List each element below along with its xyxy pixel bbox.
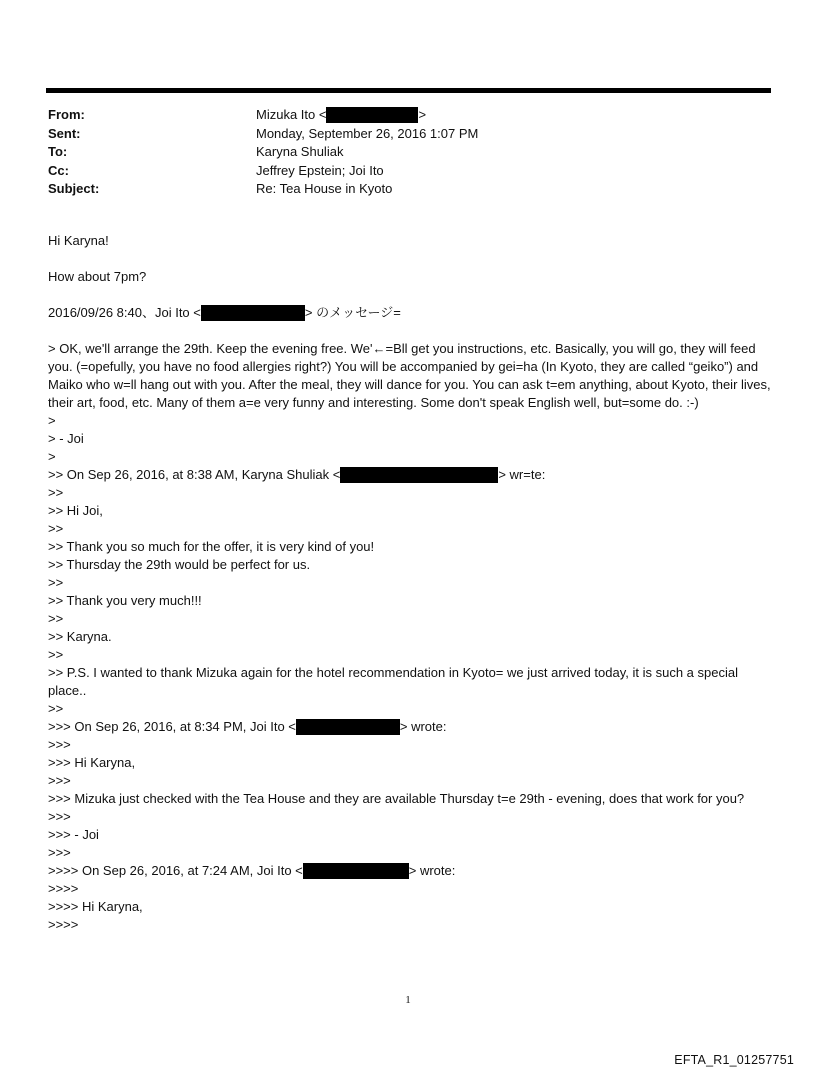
redaction-bar — [326, 107, 418, 123]
to-label: To: — [48, 144, 68, 159]
quote-attribution — [48, 862, 772, 880]
subject-label: Subject: — [48, 181, 100, 196]
quote-line: >>> Mizuka just checked with the Tea House and they are available Thursday t=e 29th - evening, does that work for you? — [48, 791, 745, 806]
attribution-prefix: >> On Sep 26, 2016, at 8:38 AM, Karyna Shuliak < — [48, 467, 341, 482]
attribution-prefix: >>>> On Sep 26, 2016, at 7:24 AM, Joi Ito < — [48, 863, 303, 878]
quote-intro-suffix: > のメッセージ= — [304, 305, 401, 320]
quote-line: >>> — [48, 773, 71, 788]
quote-line: >> — [48, 575, 64, 590]
redaction-bar — [303, 863, 409, 879]
quote-line: >> — [48, 485, 64, 500]
from-label: From: — [48, 107, 85, 122]
quote-line: >>> — [48, 809, 71, 824]
quote-line: >> — [48, 647, 64, 662]
quote-line: > — [48, 413, 56, 428]
quote-line: >> Thank you very much!!! — [48, 593, 202, 608]
subject-row — [48, 180, 768, 199]
spacer — [48, 250, 772, 268]
quote-intro — [48, 304, 772, 322]
quote-line: >> — [48, 521, 64, 536]
from-suffix: > — [418, 107, 427, 122]
from-value — [256, 106, 426, 125]
quote-line: >>>> — [48, 917, 79, 932]
document-id: EFTA_R1_01257751 — [674, 1053, 794, 1067]
header-rule — [46, 88, 771, 93]
quoted-paragraph: >> P.S. I wanted to thank Mizuka again for the hotel recommendation in Kyoto= we just arrived today, it is such a special place.. — [48, 665, 738, 698]
subject-value: Re: Tea House in Kyoto — [256, 181, 393, 196]
sent-label: Sent: — [48, 125, 81, 141]
quote-line: >>> - Joi — [48, 827, 99, 842]
quote-line: >>> — [48, 737, 71, 752]
from-name: Mizuka Ito < — [256, 107, 327, 122]
quoted-paragraph: > OK, we'll arrange the 29th. Keep the evening free. We'←=Bll get you instructions, etc. Basically, you will go, they will feed you. (=opefully, you have no food allergies right?) You will be accompanied by gei=ha (In Kyoto, they are called “geiko”) and Maiko who w=ll hang out with you. After the meal, they will dance for you. You can ask t=em anything, about Kyoto, their lives, their art, food, etc. Many of them a=e very funny and interesting. Some don't speak English well, but=some do. :-) — [48, 341, 771, 410]
question-line: How about 7pm? — [48, 269, 147, 284]
spacer — [48, 286, 772, 304]
email-header — [48, 106, 768, 199]
quote-line: >>>> Hi Karyna, — [48, 899, 143, 914]
attribution-prefix: >>> On Sep 26, 2016, at 8:34 PM, Joi Ito < — [48, 719, 296, 734]
page-number: 1 — [405, 994, 411, 1006]
cc-value: Jeffrey Epstein; Joi Ito — [256, 162, 384, 178]
to-row — [48, 143, 768, 162]
quote-attribution — [48, 466, 772, 484]
quote-line: >>> Hi Karyna, — [48, 755, 136, 770]
sent-value: Monday, September 26, 2016 1:07 PM — [256, 125, 479, 141]
sent-row — [48, 125, 768, 144]
email-body — [48, 232, 772, 934]
quote-line: > — [48, 449, 56, 464]
quote-line: >>>> — [48, 881, 79, 896]
redaction-bar — [296, 719, 400, 735]
attribution-suffix: > wr=te: — [498, 467, 546, 482]
quote-line: >> — [48, 701, 64, 716]
quote-line: >> Hi Joi, — [48, 503, 103, 518]
attribution-suffix: > wrote: — [408, 863, 456, 878]
from-row — [48, 106, 768, 125]
quote-line: > - Joi — [48, 431, 84, 446]
spacer — [48, 322, 772, 340]
quote-line: >> Thank you so much for the offer, it is very kind of you! — [48, 539, 375, 554]
quote-line: >> Karyna. — [48, 629, 112, 644]
cc-row — [48, 162, 768, 181]
cc-label: Cc: — [48, 162, 69, 178]
greeting: Hi Karyna! — [48, 233, 109, 248]
redaction-bar — [340, 467, 498, 483]
quote-line: >> — [48, 611, 64, 626]
quote-line: >>> — [48, 845, 71, 860]
attribution-suffix: > wrote: — [399, 719, 447, 734]
redaction-bar — [201, 305, 305, 321]
quote-intro-prefix: 2016/09/26 8:40、Joi Ito < — [48, 305, 201, 320]
quote-line: >> Thursday the 29th would be perfect for us. — [48, 557, 311, 572]
quote-attribution — [48, 718, 772, 736]
to-value: Karyna Shuliak — [256, 144, 344, 159]
